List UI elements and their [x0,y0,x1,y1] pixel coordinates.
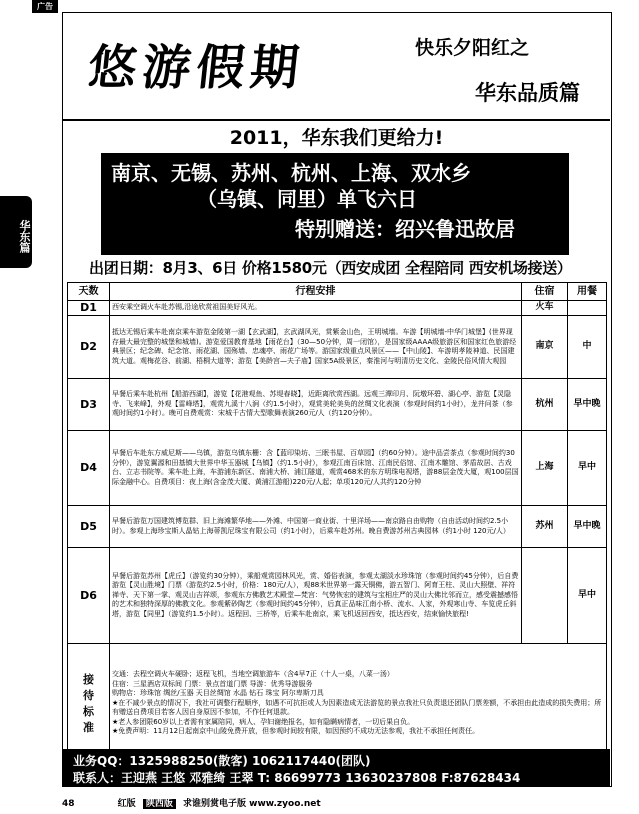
table-row [68,548,607,644]
day-cell: D4 [68,431,110,506]
day-cell: D5 [68,506,110,548]
stay-cell: 苏州 [522,506,568,548]
stay-cell [522,548,568,644]
departure-info: 出团日期：8月3、6日 价格1580元（西安成团 全程陪同 西安机场接送） [89,259,572,277]
note-line: ★在不减少景点的情况下，我社可调整行程顺序，如遇不可抗拒或人为因素造成无法游览的景点我社只负责退还团队门票差额，不承担由此造成的损失费用；所有赠送自费项目若客人因自身原因不参加，不作任何退款。 [112,698,602,717]
contact-qq: 业务QQ：1325988250(散客) 1062117440(团队) [73,754,371,768]
table-header-row [68,283,607,301]
note-line: 交通：去程空调火车硬卧；返程飞机，当地空调旅游车（含4早7正（十人一桌，八菜一汤） [112,670,394,679]
meal-cell: 早中晚 [568,506,607,548]
itinerary-cell: 早餐后车赴东方威尼斯——乌镇，游览乌镇东栅：含【蓝印染坊、三眠书屋、百草园】（约60分钟）。途中品尝茶点（参观时间约30分钟），游览翼源和田基镇大世界中华玉器城【乌镇】（约1.5小时），参观江南百床馆、江南民俗馆、江南木雕馆、茅盾故居、古戏台、立志书院等。乘车赴上海，车游浦东新区、南浦大桥、浦江隧道，观赏468米的东方明珠电视塔，游88层金茂大厦，观100层国际金融中心。自费项目：夜上海(含金茂大厦、黄浦江游船)220元/人起；单项120元/人共约120分钟 [110,431,522,506]
note-line: ★免费声明：11月12日起南京中山陵免费开放，但参观时间较有限，如因预约不成功无法参观，我社不承担任何责任。 [112,727,480,736]
notes-row [68,644,607,764]
column-header: 住宿 [522,283,568,301]
note-line: ★老人参团限60岁以上者需有家属陪同，病人、孕妇谢绝报名，如有隐瞒病情者，一切后果自负。 [112,717,415,726]
meal-cell: 早中 [568,431,607,506]
ad-subtitle: 快乐夕阳红之 [415,37,530,59]
itinerary-cell: 早餐后游览苏州【虎丘】（游览约30分钟），乘船观赏园林风光，赏、婚俗表演，参观太湖淡水珍珠馆（参观时间约45分钟），后自费游览【灵山胜境】门票（游览约2.5小时，价格：180元/人），观88米世界第一露天铜佛，游五智门、阿育王柱、灵山大照壁、祥符禅寺、天下第一掌、观灵山吉祥颂，参观东方佛教艺术殿堂—梵宫：气势恢宏的建筑与宝相庄严的灵山大佛比邻而立，感受震撼感悟的艺术和独特深厚的佛教文化。参观紫砂陶艺（参观时间约45分钟），后真正品味江南小桥、流水、人家，外观寒山寺、车览虎丘斜塔，游览【同里】（游览约1.5小时）。返程回、三桥等，后乘车赴南京，乘飞机返回西安，抵达西安，结束愉快旅程! [110,548,522,644]
column-header: 用餐 [568,283,607,301]
contact-bar [63,749,610,787]
stay-cell: 火车 [522,301,568,316]
route-line: 南京、无锡、苏州、杭州、上海、双水乡 [111,161,471,185]
note-line: 住宿：三星酒店双标间 门票：景点首道门票 导游：优秀导游服务 [112,679,313,688]
ad-tag: 广告 [32,0,58,13]
notes-cell [110,644,607,764]
meal-cell [568,301,607,316]
table-row [68,506,607,548]
ad-headline: 2011，华东我们更给力! [229,127,444,149]
note-line: 购物店：珍珠馆 绸丝/玉器 天目丝绸馆 水晶 钻石 珠宝 阿尔卑斯刀具 [112,689,324,698]
itinerary-cell: 西安乘空调火车赴苏锡,沿途欣赏祖国美好风光。 [110,301,522,316]
contact-people: 联系人：王迎燕 王悠 邓雅绮 王翠 T: 86699773 13630237808 F:87628434 [73,771,521,785]
notes-heading [68,644,110,764]
day-cell: D6 [68,548,110,644]
meal-cell: 早中 [568,548,607,644]
itinerary-cell: 早餐后乘车赴杭州【船游西湖】，游览【花港观鱼、苏堤春晓】，近距离欣赏西湖。远观三潭印月、阮墩环碧、湖心亭、游览【灵隐寺、飞来峰】，外观【雷峰塔】，观赏九溪十八涧（约1.5小时），观赏美轮美奂的丝绸文化表演（参观时间约1小时），龙井问茶（参观时间约1小时）。晚可自费观赏：宋城千古情大型歌舞表演260元/人（约120分钟）。 [110,379,522,431]
day-cell: D1 [68,301,110,316]
meal-cell: 早中晚 [568,379,607,431]
meal-cell: 中 [568,316,607,379]
route-bonus: 特别赠送：绍兴鲁迅故居 [295,217,515,241]
brand-logo: 悠游假期 [85,40,308,96]
column-header: 天数 [68,283,110,301]
stay-cell: 南京 [522,316,568,379]
table-row [68,431,607,506]
itinerary-cell: 早餐后游览万国建筑博览群、旧上海滩繁华地——外滩、中国第一商业街、十里洋场——南京路自由购物（自由活动时间约2.5小时）。参观上海珍宝斯人晶钻上海蒂凯尼珠宝有限公司（约1小时），后乘车赴苏州。晚自费游苏州古典园林（约1小时 120元/人） [110,506,522,548]
table-row [68,316,607,379]
stay-cell: 杭州 [522,379,568,431]
day-cell: D2 [68,316,110,379]
itinerary-table [67,282,607,764]
day-cell: D3 [68,379,110,431]
stay-cell: 上海 [522,431,568,506]
page-number: 48 [62,799,75,809]
ad-subtitle-secondary: 华东品质篇 [475,81,580,105]
table-row [68,379,607,431]
itinerary-cell: 抵达无锡后乘车赴南京乘车游览金陵第一湖【玄武湖】，玄武湖风光，赏紫金山色，王明城墙。车游【明城墙-中华门城堡】(世界现存最大最完整的城堡和城墙)。游览爱国教育基地【雨花台】（30—50分钟，周一闭馆），是国家级AAAA级旅游区和国家红色旅游经典景区；纪念碑、纪念馆、雨花湖、国殇墙、忠魂亭、雨花广场等。游国家级重点风景区——【中山陵】、车游明孝陵神道、民国建筑大道。观梅花谷、前湖、梧桐大道等；游览【美龄宫—夫子庙】国家5A级景区，秦淮河与明清历史文化、金陵民俗风情大观园 [110,316,522,379]
route-banner [101,153,569,255]
section-tab: 华东篇 [0,196,32,268]
footer-text: 求谁别赏电子版 [182,799,246,809]
notes-heading-text: 接待标准 [83,672,94,734]
column-header: 行程安排 [110,283,522,301]
edition-badge: 陕西版 [143,799,176,809]
ad-header [63,13,610,121]
route-line: （乌镇、同里）单飞六日 [197,187,417,211]
page-footer [62,796,321,809]
footer-label: 红版 [117,799,136,809]
footer-url[interactable]: www.zyoo.net [249,799,321,809]
table-row [68,301,607,316]
advertisement-frame [62,12,612,787]
